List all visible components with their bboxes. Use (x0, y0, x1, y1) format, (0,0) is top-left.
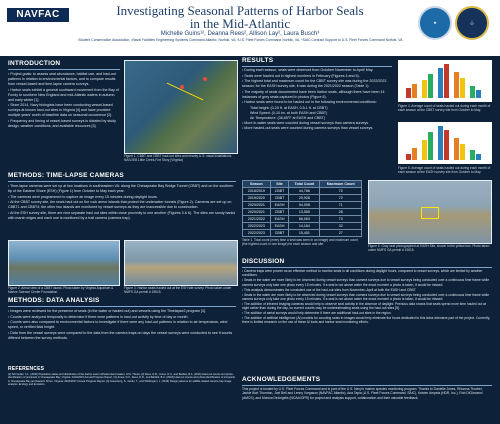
references-heading: REFERENCES (8, 366, 45, 372)
table-row (243, 188, 362, 195)
table-header-cell: Site (270, 181, 289, 188)
list-item: • Seals were hauled out in highest numbers in February (Figures 4 and 5). (242, 74, 392, 79)
list-item: • Harbor seals exhibit a general southward movement from the Bay of Fundy to southern New England and mid-Atlantic waters in autumn and early winter [1]. (8, 88, 120, 103)
table-cell: 72 (320, 195, 362, 202)
list-item: • More in-water seals were counted during vessel surveys than camera surveys. (242, 121, 392, 126)
table-cell: 32 (320, 223, 362, 230)
list-item: • More hauled-out seals were counted during camera surveys than vessel surveys. (242, 126, 392, 131)
list-item: • At the CBBT survey site, the seals haul out on the rock armor islands that protect the underwater tunnels (Figure 2). Cameras are set up on CBBT1 and CBBT4; the other two islands are monitored by vessel surveys as they are inaccessible due to construction. (8, 200, 236, 210)
table-1-caption: Table 1. Total count (every time a seal was seen in an image) and maximum count (the highest count in one image) for each season and site. (242, 238, 358, 246)
results-heading: RESULTS (242, 57, 274, 64)
discussion-heading: DISCUSSION (242, 258, 285, 265)
list-item: • Data from the vessel surveys were compared to the data from the camera traps on days the vessel surveys were conducted to see if counts differed between the survey methods. (8, 331, 236, 341)
authors: Michelle Guins¹², Deanna Rees², Allison Lay², Laura Busch³ (160, 31, 320, 37)
divider (8, 69, 120, 70)
chart-bar (470, 150, 475, 160)
list-item: • The majority of seals documented have been harbor seals, although there have been 14 instances of grey seals captured in photos (Figure 6). (242, 90, 392, 100)
chart-bar (422, 80, 427, 98)
results-table (242, 180, 362, 237)
figure-5-chart (398, 122, 492, 164)
stewardship-seal-icon: ★ (418, 6, 452, 40)
list-item: • Seals in the water are more likely to be observed during vessel surveys than camera surveys due to vessel surveys being conducted over a continuous time frame while camera surveys only take one photo every 15 minutes. If a seal is not above water the exact moment a photo is taken, it would be missed. (242, 293, 492, 302)
fleet-forces-seal-icon: ⚓ (455, 6, 489, 40)
results-body (242, 68, 392, 132)
gray-seal-highlight-box (421, 207, 439, 219)
list-item: • Project goals: to assess seal abundance, habitat use, and haul-out patterns in relation to environmental factors, and to compare results from vessel-based and time-lapse camera surveys. (8, 72, 120, 87)
list-item: • The addition of artificial intelligence (AI) models for counting seals in images would help eliminate the hours dedicated to this labor-intensive part of the project. Currently, there is limited research on the use of these AI tools and harbor seal monitoring efforts. (242, 316, 492, 325)
list-item: • Since 2014, Navy biologists have been conducting vessel-based surveys at known haul-out sites in Virginia [4] and have provided multiple years' worth of baseline data on seasonal occurrence [2]. (8, 103, 120, 118)
figure-4-caption: Figure 4. Average count of seals hauled out during each month of each season at the CBBT survey site from October to May. (398, 104, 491, 112)
chart-bar (454, 72, 459, 98)
table-header-cell: Total Count (289, 181, 320, 188)
table-cell: 2022/2023 (243, 223, 271, 230)
table-cell: 2020/2021 (243, 202, 271, 209)
figure-3-photo (124, 240, 238, 286)
chart-bar (406, 154, 411, 160)
divider (242, 267, 492, 268)
table-cell: 29,928 (289, 195, 320, 202)
divider (242, 66, 392, 67)
table-cell: 27 (320, 230, 362, 237)
table-cell: CBBT (270, 188, 289, 195)
figure-6-photo (368, 180, 492, 244)
table-cell: 54,008 (289, 202, 320, 209)
list-item: • Seals in the water are more likely to be observed during vessel surveys than camera surveys due to vessel surveys being conducted over a continuous time frame while camera surveys only take one photo every 15 minutes. If a seal is not above water the exact moment a photo is taken, it would be missed. (242, 278, 492, 287)
chart-bar (444, 130, 449, 160)
methods-data-heading: METHODS: DATA ANALYSIS (8, 297, 100, 304)
chart-bar (438, 68, 443, 98)
list-item: • Counts were analyzed temporally to determine if there were patterns in haul-out activity by time of day or month. (8, 315, 236, 320)
acknowledgements-heading: ACKNOWLEDGEMENTS (242, 376, 321, 383)
title-line-1: Investigating Seasonal Patterns of Harbor Seals (116, 3, 364, 18)
chart-bar (428, 132, 433, 160)
title-line-2: in the Mid-Atlantic (189, 16, 291, 31)
chart-bar (438, 126, 443, 160)
list-item: • At the ESH survey site, there are nine separate haul out sites within close proximity to one another (Figures 3 & 6). The sites are sandy banks with marsh edges and each one is monitored by a trail camera (camera trap). (8, 211, 236, 221)
list-item-sub: Air Temperature: (36-65°F at EASH and CBBT) (250, 115, 326, 120)
acknowledgements-body: This project is funded by U.S. Fleet Forces Command and is part of the U.S. Navy's marine species monitoring program. Thanks to Danielle Jones, Rhianna Thurber, Jackie Bort Thornton, Joel Bell and Lenny Vurgason (NAVFAC Atlantic), Ana Tapia (U.S. Fleet Forces Command, SAIC), Kristen Ampela (HDR, Inc.), Rob DiGiovanni (AMCS), and Monica DeAngelis (NOAA/OPR) for project and analysis support, collaboration and their valuable feedback. (242, 387, 483, 400)
table-cell: 72 (320, 188, 362, 195)
introduction-body (8, 72, 120, 129)
table-cell: 13,555 (289, 209, 320, 216)
methods-data-body (8, 309, 236, 341)
table-cell: CBBT (270, 195, 289, 202)
figure-1-caption: Figure 1. CBBT and CBBT haul-out sites and nearby U.S. naval installations. NAS/JEB Little Creek-Fort Story (Virginia) (124, 154, 233, 162)
chart-bar (428, 74, 433, 98)
table-header-cell: Maximum Count (320, 181, 362, 188)
cbbt-marker-icon (180, 85, 184, 89)
table-cell: 2021/2022 (243, 216, 271, 223)
table-row (243, 223, 362, 230)
chart-bar (460, 78, 465, 98)
table-cell: 14,164 (289, 223, 320, 230)
list-item: • Time-lapse cameras were set up at two locations in southeastern VA: along the Chesapeake Bay Bridge Tunnel (CBBT) and on the southern tip of the Eastern Shore (ESH) (Figure 1) from October to May each year. (8, 184, 236, 194)
table-header-row (243, 181, 362, 188)
table-cell: 71 (320, 202, 362, 209)
list-item: • Images were reviewed for the presence of seals (in the water or hauled out) and vessels using the Timelapse2 program [4]. (8, 309, 236, 314)
chart-bar (422, 140, 427, 160)
list-item: • Harbor seals were found to be hauled out in the following environmental conditions: (242, 100, 392, 105)
table-cell: 66,063 (289, 216, 320, 223)
chart-bar (476, 154, 481, 160)
table-row (243, 202, 362, 209)
figure-2-caption: Figure 2. Aerial view of a CBBT island. Photo taken by Virginia Aquarium & Marine Science Center Foundation. (8, 286, 114, 294)
figure-4-chart (398, 60, 492, 102)
table-cell: 28 (320, 209, 362, 216)
list-item-sub: Tidal height: (0-20 ft. at EASH, 0.5-1 ft. at CBBT) (250, 105, 328, 110)
figure-6-caption: Figure 6. Gray seal photographed at EASH Site, shown in the yellow box. Photo taken under NMFS GA permit # 19615. (368, 244, 490, 252)
list-item: • During each season, seals were observed from October/ November to April/ May. (242, 68, 392, 73)
list-item: • The cameras were programmed to capture an image every 15 minutes during daylight hours. (8, 195, 236, 200)
table-row (243, 209, 362, 216)
table-cell: 73 (320, 216, 362, 223)
figure-5-caption: Figure 5. Average count of seals hauled out during each month of each season at the EASH survey site from October to May. (398, 166, 491, 174)
poster-header (0, 0, 500, 56)
list-item: • Counts were also compared to environmental factors to investigate if there were any haul-out patterns in relation to air temperature, wind speed, or verified tidal height. (8, 320, 236, 330)
table-cell: 44,766 (289, 188, 320, 195)
list-item-sub: Wind Speed: (0-10 kn. at both EASH and CBBT) (250, 110, 328, 115)
table-cell: 2020/2021 (243, 209, 271, 216)
affiliations: ¹Student Conservation Association, ²Naval Facilities Engineering Systems Command Atlantic, Norfolk, VA, ³U.S. Fleet Forces Command Norfolk, VA, ⁴SAIC Contract Support to U.S. Fleet Forces Command Norfolk, VA (77, 38, 403, 42)
table-cell: EASH (270, 216, 289, 223)
list-item: • The addition of infrared imaging cameras would help to observe seal activity in the absence of daylight. Previous data shows that seals spend more time hauled out at night rather than during the day, so current counts may be underestimating seals using the haul-out sites [5]. (242, 302, 492, 311)
chart-bar (470, 86, 475, 98)
table-row (243, 216, 362, 223)
table-header-cell: Season (243, 181, 271, 188)
navfac-logo: NAVFAC (7, 8, 69, 22)
chart-bar (412, 84, 417, 98)
esh-marker-icon (203, 77, 207, 81)
table-row (243, 230, 362, 237)
list-item: • This analysis demonstrates the consistent use of the haul-out sites from November–April at both the EASH and CBBT. (242, 288, 492, 292)
divider (8, 181, 236, 182)
references-body: [1] Schroeder, C.L. (2000) Population status and distribution of the harbor seal in Rhode Island waters. M.S. Thesis. [2] Rees, D.R., Jones, D.V., and Bartlett, B.A. (2016) Haul-out counts and photo-identification of pinnipeds in Chesapeake Bay, Virginia: 2014/2015 Annual Progress Report. [3] Jones, D.V., Rees, D.R., and Bartlett, B.A. (2018) Haul-out counts and photo-identification of pinnipeds in Chesapeake Bay and Eastern Shore, Virginia: 2016/2017 Annual Progress Report. [4] Greenberg, S., Godin, T., and Whittington, J. (2019) Design patterns for wildlife-related camera trap image analysis. Ecology and Evolution. (8, 373, 235, 387)
chart-bar (406, 88, 411, 98)
figure-2-photo (8, 240, 120, 286)
poster-title (70, 4, 410, 30)
figure-1-map (124, 60, 238, 154)
chart-bar (412, 148, 417, 160)
table-cell: 2022/2023 (243, 230, 271, 237)
table-cell: EASH (270, 202, 289, 209)
table-cell: CBBT (270, 209, 289, 216)
list-item: • The addition of aerial surveys would help determine if there are additional haul-out sites in the region. (242, 311, 492, 315)
list-item: • The highest total and maximum count for the CBBT survey site was during the 2022/2023 season; for the EASH survey site, it was during the 2021/2022 season (Table 1). (242, 79, 392, 89)
discussion-body (242, 269, 492, 325)
table-cell: 15,451 (289, 230, 320, 237)
table-row (243, 195, 362, 202)
table-cell: CBBT (270, 230, 289, 237)
table-cell: EASH (270, 223, 289, 230)
list-item: • Camera traps were proven as an effective method to monitor seals in all conditions during daylight hours, compared to vessel surveys, which are limited by weather conditions. (242, 269, 492, 278)
chart-bar (454, 138, 459, 160)
table-cell: 2018/2019 (243, 188, 271, 195)
divider (242, 385, 492, 386)
chart-bar (460, 144, 465, 160)
introduction-heading: INTRODUCTION (8, 60, 61, 67)
list-item: • Frequency and timing of vessel-based surveys is dictated by study design, weather conditions, and available resources [3]. (8, 119, 120, 129)
figure-3-caption: Figure 3. Harbor seals hauled out at the ESH site survey. Photo taken under NMFS GA permit # 19615. (124, 286, 232, 294)
chart-bar (476, 90, 481, 98)
methods-cameras-heading: METHODS: TIME-LAPSE CAMERAS (8, 172, 124, 179)
divider (8, 306, 236, 307)
methods-cameras-body (8, 184, 236, 221)
bridge-tunnel-line (167, 83, 204, 101)
chart-bar (444, 64, 449, 98)
table-cell: 2019/2020 (243, 195, 271, 202)
